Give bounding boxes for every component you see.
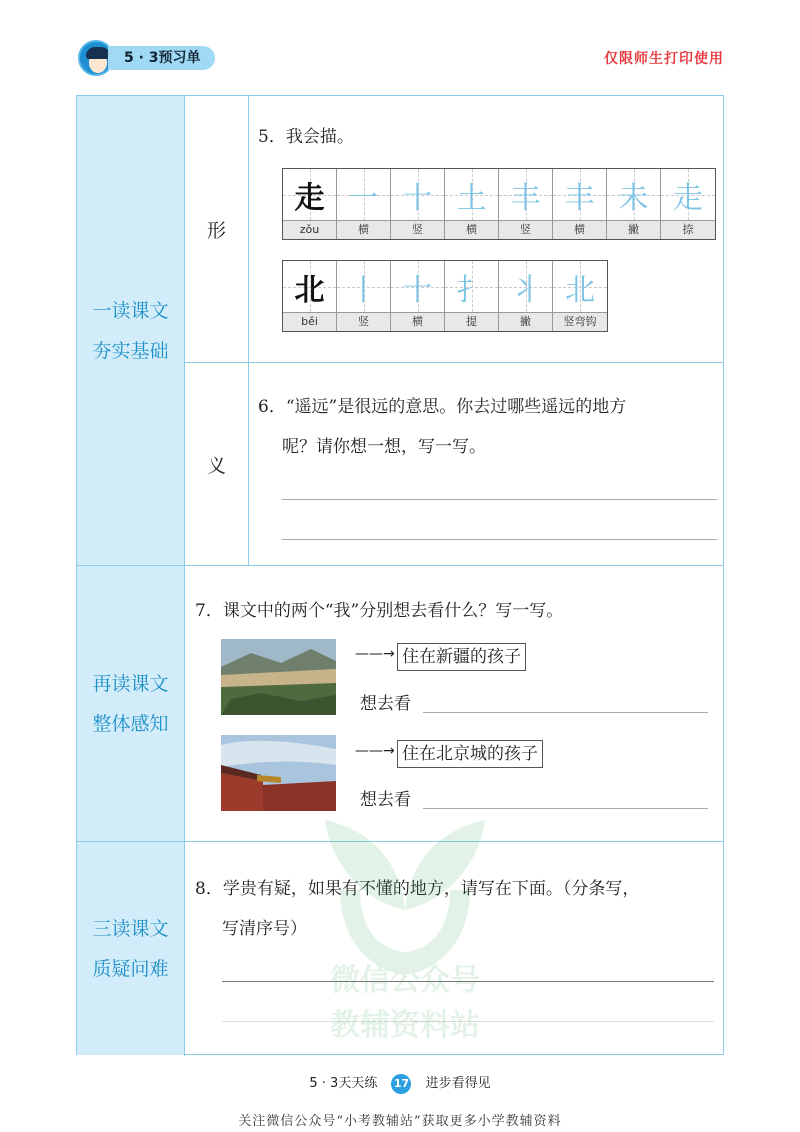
stroke-name: 撇	[607, 221, 660, 239]
divider	[249, 362, 724, 363]
stroke-trace: 走	[673, 180, 703, 216]
grid-cell	[553, 261, 607, 331]
stroke-name: 横	[553, 221, 606, 239]
grid-cell	[337, 169, 391, 239]
section-2-line1: 再读课文	[92, 672, 169, 695]
arrow-icon: ——→	[355, 743, 395, 759]
grid-cell	[445, 261, 499, 331]
stroke-name: 竖	[499, 221, 552, 239]
stroke-name: 竖	[337, 313, 390, 331]
footer-right: 进步看得见	[425, 1076, 491, 1091]
stroke-trace: 十	[402, 272, 433, 308]
arrow-icon: ——→	[355, 646, 395, 662]
section-label-2	[77, 566, 184, 842]
section-label-3	[77, 842, 184, 1055]
stroke-trace: 丰	[510, 180, 541, 216]
stroke-trace: 未	[618, 180, 649, 216]
grid-cell	[283, 169, 337, 239]
section-1-line2: 夯实基础	[92, 339, 169, 362]
stroke-name: 横	[391, 313, 444, 331]
sub-label-xing: 形	[184, 96, 249, 363]
divider	[184, 565, 724, 566]
restriction-note: 仅限师生打印使用	[604, 51, 724, 67]
watermark-text-1: 微信公众号	[330, 963, 480, 998]
want-label-2: 想去看	[360, 790, 411, 810]
grid-cell	[391, 261, 445, 331]
stroke-trace: 十	[402, 180, 433, 216]
section-3-line1: 三读课文	[92, 917, 169, 940]
section-2-line2: 整体感知	[92, 712, 169, 735]
stroke-name: 提	[445, 313, 498, 331]
series-badge: 5 · 3预习单	[108, 46, 215, 70]
q6-line1: 6．“遥远”是很远的意思。你去过哪些遥远的地方	[258, 397, 627, 417]
q8-line2: 写清序号）	[222, 919, 307, 939]
divider	[184, 841, 724, 842]
beijing-photo	[221, 735, 336, 811]
sub-label-yi: 义	[184, 363, 249, 566]
grid-cell	[499, 261, 553, 331]
page-number: 17	[391, 1074, 411, 1094]
main-char: 走	[294, 180, 325, 216]
footer-left: 5 · 3天天练	[309, 1076, 378, 1091]
page-header	[0, 0, 800, 90]
pinyin-label: běi	[283, 313, 336, 331]
q8-line1: 8．学贵有疑，如果有不懂的地方，请写在下面。（分条写，	[195, 879, 640, 899]
stroke-trace: 丬	[510, 272, 541, 308]
stroke-trace: 扌	[456, 272, 487, 308]
watermark-text-2: 教辅资料站	[330, 1008, 480, 1043]
answer-line[interactable]	[282, 539, 717, 540]
grid-cell	[607, 169, 661, 239]
stroke-name: 撇	[499, 313, 552, 331]
grid-cell	[553, 169, 607, 239]
answer-line[interactable]	[222, 1021, 714, 1022]
stroke-trace: 一	[348, 180, 379, 216]
grid-cell	[445, 169, 499, 239]
stroke-grid-bei	[282, 260, 608, 332]
stroke-name: 竖弯钩	[553, 313, 607, 331]
q6-line2: 呢？请你想一想，写一写。	[282, 437, 486, 457]
grid-cell	[661, 169, 715, 239]
xinjiang-photo	[221, 639, 336, 715]
worksheet-table	[76, 95, 724, 1055]
main-char: 北	[294, 272, 325, 308]
stroke-name: 横	[337, 221, 390, 239]
grid-cell	[337, 261, 391, 331]
stroke-name: 横	[445, 221, 498, 239]
want-label-1: 想去看	[360, 694, 411, 714]
page-footer	[0, 1072, 800, 1094]
grid-cell	[283, 261, 337, 331]
child-label-1: 住在新疆的孩子	[397, 643, 526, 671]
grid-cell	[499, 169, 553, 239]
answer-line[interactable]	[282, 499, 717, 500]
section-label-1	[77, 96, 184, 566]
stroke-trace: 丨	[348, 272, 379, 308]
q5-title: 5．我会描。	[258, 127, 354, 147]
section-1-line1: 一读课文	[92, 299, 169, 322]
child-label-2: 住在北京城的孩子	[397, 740, 543, 768]
pinyin-label: zǒu	[283, 221, 336, 239]
answer-line[interactable]	[222, 981, 714, 982]
stroke-grid-zou	[282, 168, 716, 240]
stroke-trace: 丰	[564, 180, 595, 216]
promo-line: 关注微信公众号“小考教辅站”获取更多小学教辅资料	[238, 1114, 562, 1129]
stroke-trace: 土	[456, 180, 487, 216]
answer-line[interactable]	[423, 808, 708, 809]
stroke-trace: 北	[565, 272, 595, 308]
grid-cell	[391, 169, 445, 239]
section-3-line2: 质疑问难	[92, 957, 169, 980]
divider	[184, 566, 185, 1056]
stroke-name: 捺	[661, 221, 715, 239]
answer-line[interactable]	[423, 712, 708, 713]
q7-title: 7．课文中的两个“我”分别想去看什么？写一写。	[195, 601, 564, 621]
stroke-name: 竖	[391, 221, 444, 239]
